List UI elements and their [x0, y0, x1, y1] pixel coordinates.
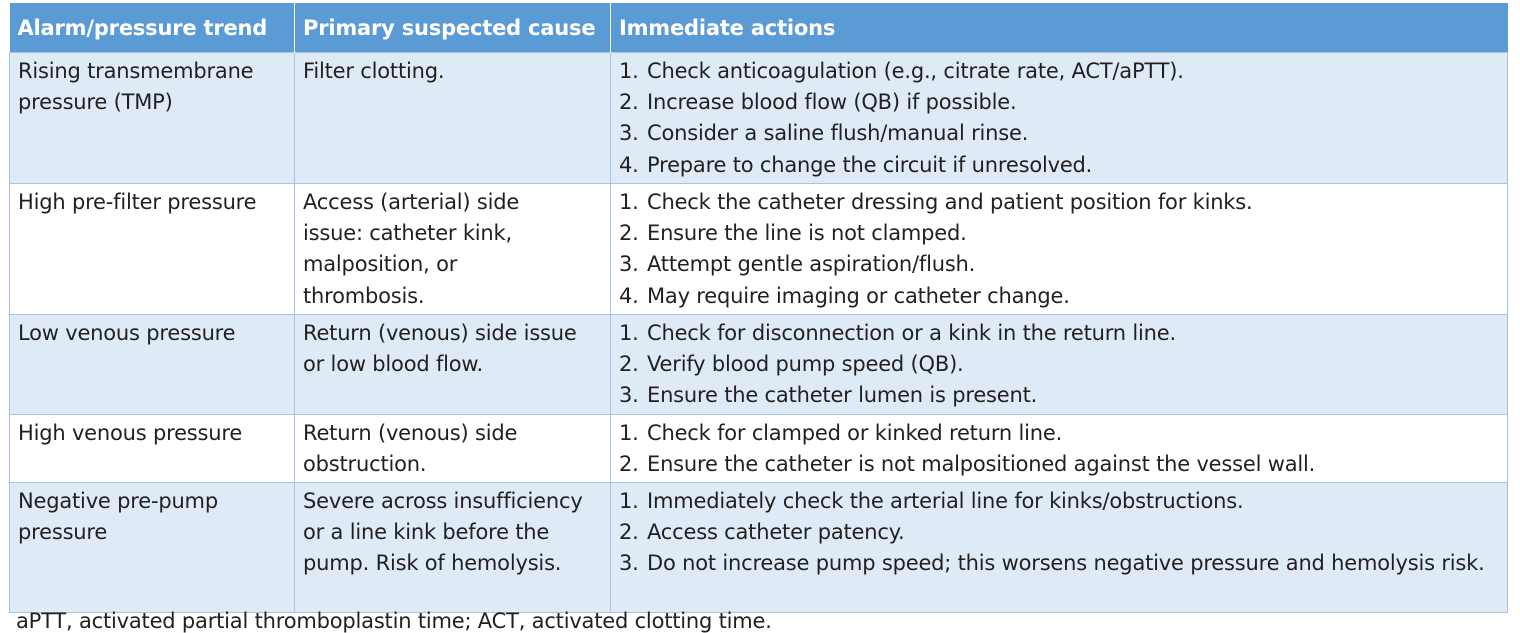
action-list — [619, 486, 1499, 580]
table-header-row — [10, 3, 1508, 53]
cell-immediate-actions — [611, 53, 1508, 184]
table-footnote: aPTT, activated partial thromboplastin time; ACT, activated clotting time. — [16, 609, 772, 633]
action-item: 1. Check for clamped or kinked return line. — [619, 420, 1063, 445]
cell-immediate-actions — [611, 184, 1508, 315]
cell-immediate-actions — [611, 414, 1508, 482]
action-list — [619, 187, 1499, 312]
action-item: 2. Ensure the line is not clamped. — [619, 221, 967, 246]
action-item: 1. Check the catheter dressing and patient position for kinks. — [619, 190, 1253, 214]
action-item: 2. Verify blood pump speed (QB). — [619, 352, 964, 377]
action-item: 3. Ensure the catheter lumen is present. — [619, 383, 1038, 408]
action-item: 4. Prepare to change the circuit if unresolved. — [619, 152, 1093, 177]
action-list — [619, 56, 1499, 181]
header-suspected-cause: Primary suspected cause — [295, 3, 611, 53]
action-item: 2. Increase blood flow (QB) if possible. — [619, 90, 1017, 115]
action-item: 2. Ensure the catheter is not malpositioned against the vessel wall. — [619, 451, 1316, 476]
cell-alarm-trend: Low venous pressure — [10, 315, 295, 415]
action-item: 4. May require imaging or catheter change. — [619, 283, 1070, 308]
cell-immediate-actions — [611, 483, 1508, 613]
alarm-troubleshooting-table — [9, 3, 1508, 613]
action-item: 3. Do not increase pump speed; this worsens negative pressure and hemolysis risk. — [619, 551, 1485, 576]
table-row — [10, 315, 1508, 415]
action-list — [619, 318, 1499, 412]
table-row — [10, 483, 1508, 613]
action-list — [619, 418, 1499, 480]
cell-alarm-trend: High pre-filter pressure — [10, 184, 295, 315]
cell-suspected-cause: Return (venous) side issue or low blood flow. — [295, 315, 611, 415]
header-immediate-actions: Immediate actions — [611, 3, 1508, 53]
action-item: 1. Check for disconnection or a kink in the return line. — [619, 321, 1176, 345]
table-row — [10, 184, 1508, 315]
table-row — [10, 414, 1508, 482]
action-item: 3. Attempt gentle aspiration/flush. — [619, 252, 976, 277]
cell-suspected-cause: Filter clotting. — [295, 53, 611, 184]
cell-suspected-cause: Severe across insufficiency or a line kink before the pump. Risk of hemolysis. — [295, 483, 611, 613]
cell-suspected-cause: Return (venous) side obstruction. — [295, 414, 611, 482]
table-row — [10, 53, 1508, 184]
alarm-troubleshooting-table-container — [9, 3, 1507, 613]
action-item: 1. Check anticoagulation (e.g., citrate rate, ACT/aPTT). — [619, 59, 1184, 83]
cell-alarm-trend: Negative pre-pump pressure — [10, 483, 295, 613]
cell-alarm-trend: High venous pressure — [10, 414, 295, 482]
action-item: 3. Consider a saline flush/manual rinse. — [619, 121, 1029, 146]
cell-suspected-cause: Access (arterial) side issue: catheter kink, malposition, or thrombosis. — [295, 184, 611, 315]
cell-immediate-actions — [611, 315, 1508, 415]
action-item: 2. Access catheter patency. — [619, 520, 905, 545]
header-alarm-trend: Alarm/pressure trend — [10, 3, 295, 53]
action-item: 1. Immediately check the arterial line for kinks/obstructions. — [619, 489, 1244, 514]
cell-alarm-trend: Rising transmembrane pressure (TMP) — [10, 53, 295, 184]
